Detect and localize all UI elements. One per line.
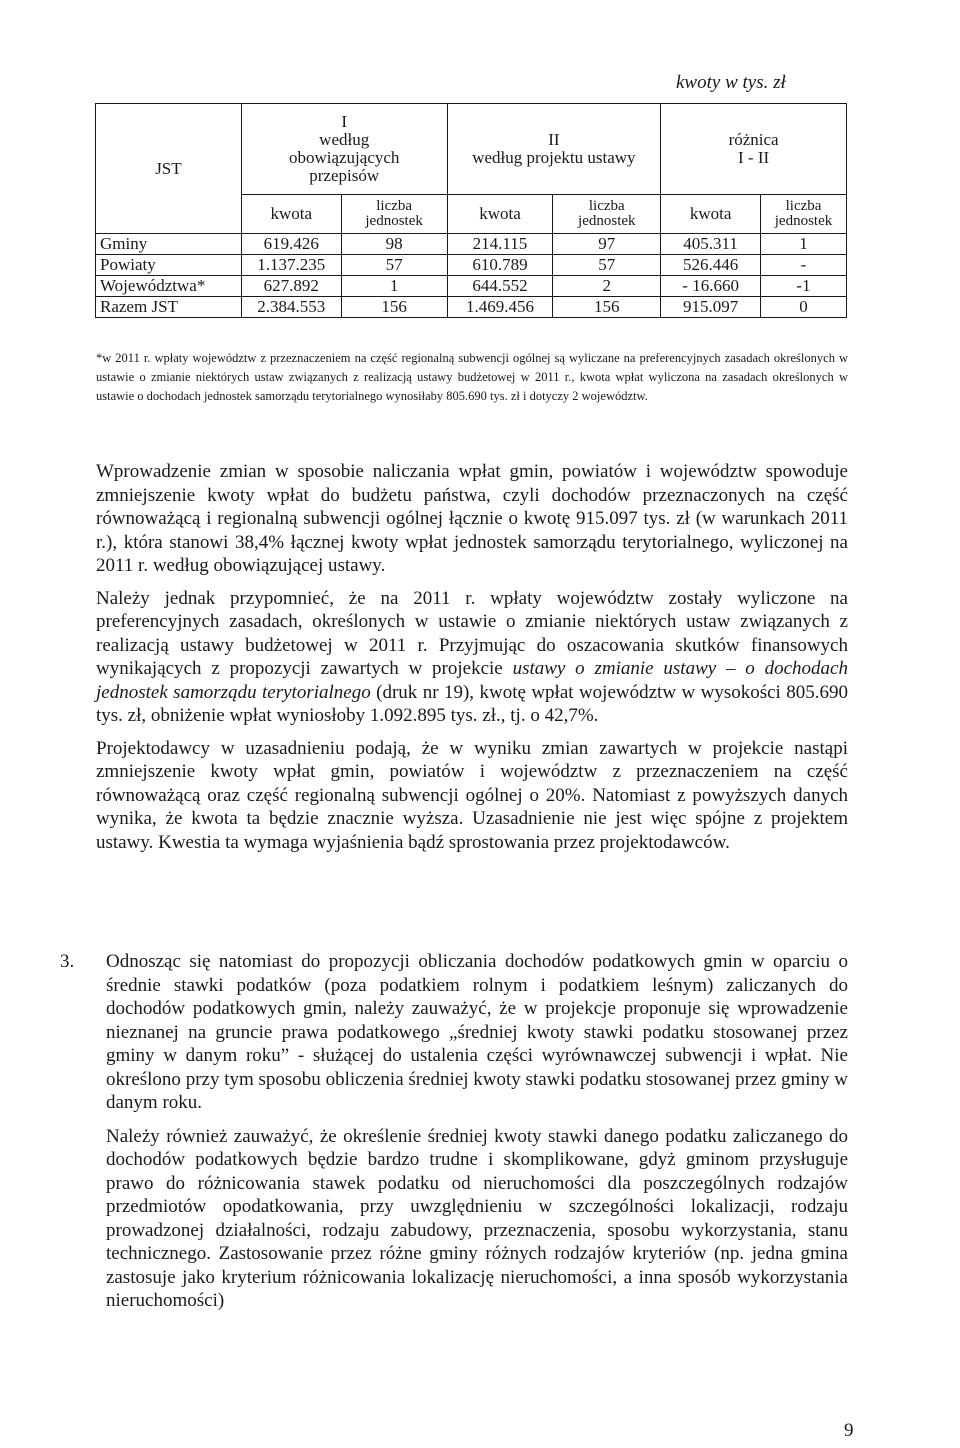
- subheader-kwota: kwota: [661, 195, 761, 234]
- row-name: Województwa*: [96, 276, 242, 297]
- row-liczba-diff: -: [761, 255, 847, 276]
- header-group-1: [241, 104, 447, 195]
- row-liczba-diff: -1: [761, 276, 847, 297]
- numbered-item-3: [60, 950, 848, 1323]
- subheader-jednostek: jednostek: [774, 213, 833, 229]
- subheader-jednostek: jednostek: [578, 213, 636, 229]
- row-kwota-1: 1.137.235: [241, 255, 341, 276]
- row-kwota-2: 610.789: [447, 255, 553, 276]
- row-kwota-diff: 405.311: [661, 234, 761, 255]
- paragraph-text: Należy jednak przypomnieć, że na 2011 r. wpłaty województw zostały wyliczone na preferencyjnych zasadach, określonych w ustawie o zmianie niektórych ustaw związanych z realizacją ustawy budżetowej w 2011 r. Przyjmując do oszacowania skutków finansowych wynikających z propozycji zawartych w projekcie: [96, 587, 848, 679]
- header-group-1-line: przepisów: [309, 166, 380, 185]
- row-name: Razem JST: [96, 297, 242, 318]
- page-number: 9: [844, 1420, 854, 1441]
- table-row: [96, 234, 847, 255]
- row-liczba-diff: 0: [761, 297, 847, 318]
- subheader-kwota: kwota: [447, 195, 553, 234]
- row-kwota-1: 2.384.553: [241, 297, 341, 318]
- table-header-row: [96, 104, 847, 195]
- row-kwota-diff: 526.446: [661, 255, 761, 276]
- paragraph: Wprowadzenie zmian w sposobie naliczania wpłat gmin, powiatów i województw spowoduje zmniejszenie kwoty wpłat do budżetu państwa, czyli dochodów przeznaczonych na część równoważącą i regionalną subwencji ogólnej łącznie o kwotę 915.097 tys. zł (w warunkach 2011 r.), która stanowi 38,4% łącznej kwoty wpłat jednostek samorządu terytorialnego, wyliczonej na 2011 r. według obowiązującej ustawy.: [96, 461, 848, 576]
- row-kwota-1: 619.426: [241, 234, 341, 255]
- subheader-liczba: liczba: [376, 198, 413, 214]
- row-name: Gminy: [96, 234, 242, 255]
- paragraph: Projektodawcy w uzasadnieniu podają, że w wyniku zmian zawartych w projekcie nastąpi zmniejszenie kwoty wpłat gmin, powiatów i województw z przeznaczeniem na część równoważącą oraz część regionalną subwencji ogólnej o 20%. Natomiast z powyższych danych wynika, że kwota ta będzie znacznie wyższa. Uzasadnienie nie jest więc spójne z projektem ustawy. Kwestia ta wymaga wyjaśnienia bądź sprostowania przez projektodawców.: [96, 737, 848, 853]
- header-group-2: [447, 104, 661, 195]
- row-kwota-2: 644.552: [447, 276, 553, 297]
- row-kwota-1: 627.892: [241, 276, 341, 297]
- subheader-liczba-jednostek: [761, 195, 847, 234]
- paragraph-text: (druk nr 19), kwotę wpłat województw w wysokości 805.690 tys. zł, obniżenie wpłat wyniosłoby 1.092.895 tys. zł., tj. o 42,7%.: [96, 681, 849, 726]
- paragraph: [96, 587, 848, 728]
- item-body: [106, 950, 848, 1313]
- row-kwota-diff: 915.097: [661, 297, 761, 318]
- row-liczba-2: 2: [553, 276, 661, 297]
- paragraph: Należy również zauważyć, że określenie średniej kwoty stawki danego podatku zaliczanego do dochodów podatkowych będzie bardzo trudne i skomplikowane, gdyż gminom przysługuje prawo do różnicowania stawek podatku od nieruchomości dla poszczególnych rodzajów przedmiotów opodatkowania, przy uwzględnieniu w szczególności lokalizacji, rodzaju prowadzonej działalności, rodzaju zabudowy, przeznaczenia, sposobu wykorzystania, stanu technicznego. Zastosowanie przez różne gminy różnych rodzajów kryteriów (np. jedna gmina zastosuje jako kryterium różnicowania lokalizację nieruchomości, a inna sposób wykorzystania nieruchomości): [106, 1125, 848, 1311]
- unit-note: kwoty w tys. zł: [676, 72, 786, 93]
- header-group-1-line: według: [319, 130, 370, 149]
- header-group-1-line: obowiązujących: [288, 148, 400, 167]
- table-row: [96, 276, 847, 297]
- data-table: [95, 103, 847, 318]
- row-liczba-1: 98: [341, 234, 447, 255]
- header-group-3-line: różnica: [728, 130, 779, 149]
- subheader-jednostek: jednostek: [365, 213, 423, 229]
- row-liczba-1: 156: [341, 297, 447, 318]
- row-kwota-2: 1.469.456: [447, 297, 553, 318]
- header-group-3: [661, 104, 847, 195]
- table-row: [96, 297, 847, 318]
- subheader-liczba-jednostek: [341, 195, 447, 234]
- row-liczba-2: 57: [553, 255, 661, 276]
- row-liczba-diff: 1: [761, 234, 847, 255]
- subheader-liczba-jednostek: [553, 195, 661, 234]
- bill-title-italic: ustawy o zmianie ustawy – o dochodach jednostek samorządu terytorialnego: [96, 658, 848, 703]
- subheader-liczba: liczba: [785, 198, 822, 214]
- item-number: 3.: [60, 951, 75, 972]
- row-liczba-1: 57: [341, 255, 447, 276]
- row-name: Powiaty: [96, 255, 242, 276]
- subheader-liczba: liczba: [588, 198, 625, 214]
- table-row: [96, 255, 847, 276]
- paragraph: Odnosząc się natomiast do propozycji obliczania dochodów podatkowych gmin w oparciu o średnie stawki podatków (poza podatkiem rolnym i podatkiem leśnym) zaliczanych do dochodów podatkowych gmin, należy zauważyć, że w projekcje proponuje się wprowadzenie nieznanej na gruncie prawa podatkowego „średniej kwoty stawki podatku stosowanej przez gminy w danym roku” - służącej do ustalenia części wyrównawczej subwencji i wpłat. Nie określono przy tym sposobu obliczenia średniej kwoty stawki podatku stosowanej przez gminy w danym roku.: [106, 951, 848, 1113]
- header-group-2-line: według projektu ustawy: [472, 148, 636, 167]
- header-jst: JST: [96, 104, 242, 234]
- header-group-1-line: I: [341, 112, 348, 131]
- row-kwota-2: 214.115: [447, 234, 553, 255]
- table-footnote: *w 2011 r. wpłaty województw z przeznaczeniem na część regionalną subwencji ogólnej są wyliczane na preferencyjnych zasadach określonych w ustawie o zmianie niektórych ustaw związanych z realizacją ustawy budżetowej w 2011 r., kwota wpłat wyliczona na zasadach określonych w ustawie o dochodach jednostek samorządu terytorialnego wynosiłaby 805.690 tys. zł i dotyczy 2 województw.: [96, 351, 848, 403]
- header-group-2-line: II: [548, 130, 560, 149]
- row-liczba-2: 156: [553, 297, 661, 318]
- row-kwota-diff: - 16.660: [661, 276, 761, 297]
- row-liczba-2: 97: [553, 234, 661, 255]
- subheader-kwota: kwota: [241, 195, 341, 234]
- header-group-3-line: I - II: [738, 148, 770, 167]
- main-text: [96, 460, 848, 863]
- row-liczba-1: 1: [341, 276, 447, 297]
